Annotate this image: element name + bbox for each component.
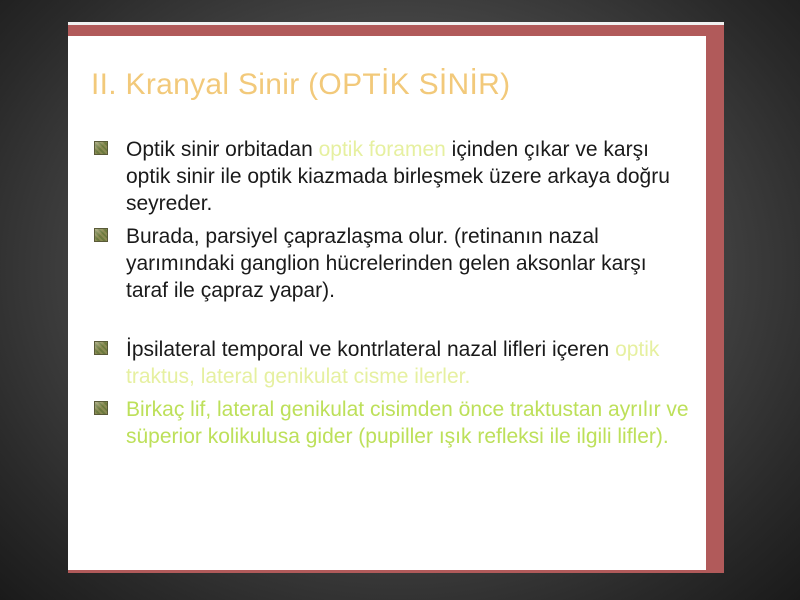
bullet-square-icon (94, 401, 108, 415)
bullet-text: içinden çıkar ve karşı optik sinir ile optik kiazmada birleşmek üzere arkaya doğru seyreder. (126, 138, 670, 215)
bullet-text: İpsilateral temporal ve kontrlateral nazal lifleri içeren (126, 338, 616, 361)
bullet-list (94, 136, 694, 456)
bullet-item (94, 396, 694, 450)
bullet-highlight: optik foramen (318, 138, 446, 161)
bullet-text: Burada, parsiyel çaprazlaşma olur. (retinanın nazal yarımındaki ganglion hücrelerinden gelen aksonlar karşı taraf ile çapraz yapar). (126, 225, 647, 302)
bullet-item (94, 136, 694, 217)
bullet-square-icon (94, 228, 108, 242)
bullet-square-icon (94, 341, 108, 355)
bullet-text: Optik sinir orbitadan (126, 138, 319, 161)
bullet-square-icon (94, 141, 108, 155)
bullet-item (94, 223, 694, 304)
bullet-item (94, 336, 694, 390)
slide-title: II. Kranyal Sinir (OPTİK SİNİR) (91, 68, 511, 101)
slide (68, 36, 706, 570)
bullet-highlight: optik traktus, lateral genikulat cisme ilerler. (126, 338, 660, 388)
bullet-text: Birkaç lif, lateral genikulat cisimden önce traktustan ayrılır ve süperior kolikulusa gider (pupiller ışık refleksi ile ilgili lifler). (126, 398, 689, 448)
